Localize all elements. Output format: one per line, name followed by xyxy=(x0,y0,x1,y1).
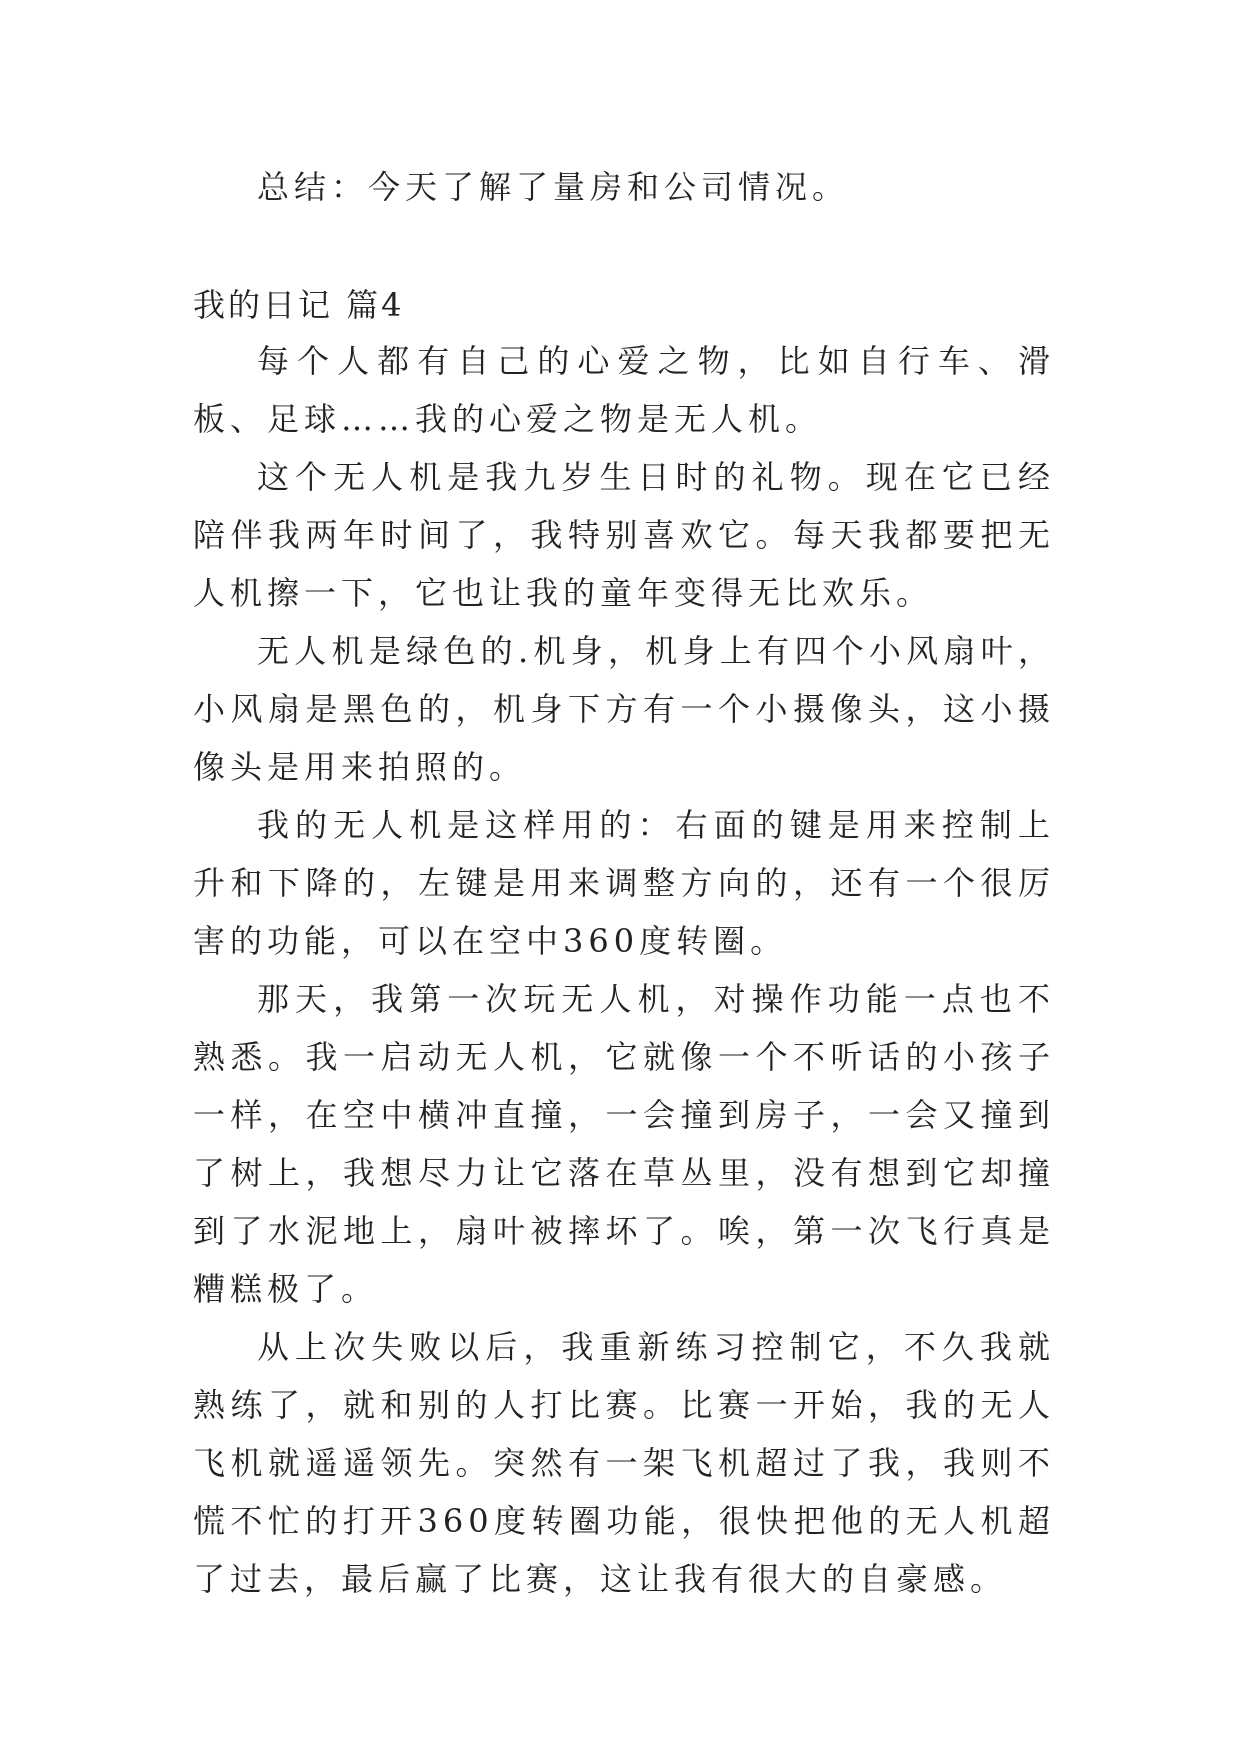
summary-section xyxy=(193,158,1055,216)
summary-paragraph: 总结：今天了解了量房和公司情况。 xyxy=(257,168,850,206)
diary-body xyxy=(193,332,1055,1608)
paragraph-1: 每个人都有自己的心爱之物，比如自行车、滑板、足球……我的心爱之物是无人机。 xyxy=(193,342,1055,438)
paragraph-5: 那天，我第一次玩无人机，对操作功能一点也不熟悉。我一启动无人机，它就像一个不听话的小孩子一样，在空中横冲直撞，一会撞到房子，一会又撞到了树上，我想尽力让它落在草丛里，没有想到它却撞到了水泥地上，扇叶被摔坏了。唉，第一次飞行真是糟糕极了。 xyxy=(193,980,1055,1308)
paragraph-3: 无人机是绿色的.机身，机身上有四个小风扇叶，小风扇是黑色的，机身下方有一个小摄像头，这小摄像头是用来拍照的。 xyxy=(193,632,1055,786)
paragraph-2: 这个无人机是我九岁生日时的礼物。现在它已经陪伴我两年时间了，我特别喜欢它。每天我都要把无人机擦一下，它也让我的童年变得无比欢乐。 xyxy=(193,458,1055,612)
paragraph-6: 从上次失败以后，我重新练习控制它，不久我就熟练了，就和别的人打比赛。比赛一开始，我的无人飞机就遥遥领先。突然有一架飞机超过了我，我则不慌不忙的打开360度转圈功能，很快把他的无人机超了过去，最后赢了比赛，这让我有很大的自豪感。 xyxy=(193,1328,1055,1598)
diary-title: 我的日记 篇4 xyxy=(193,286,405,324)
paragraph-4: 我的无人机是这样用的：右面的键是用来控制上升和下降的，左键是用来调整方向的，还有一个很厉害的功能，可以在空中360度转圈。 xyxy=(193,806,1055,960)
